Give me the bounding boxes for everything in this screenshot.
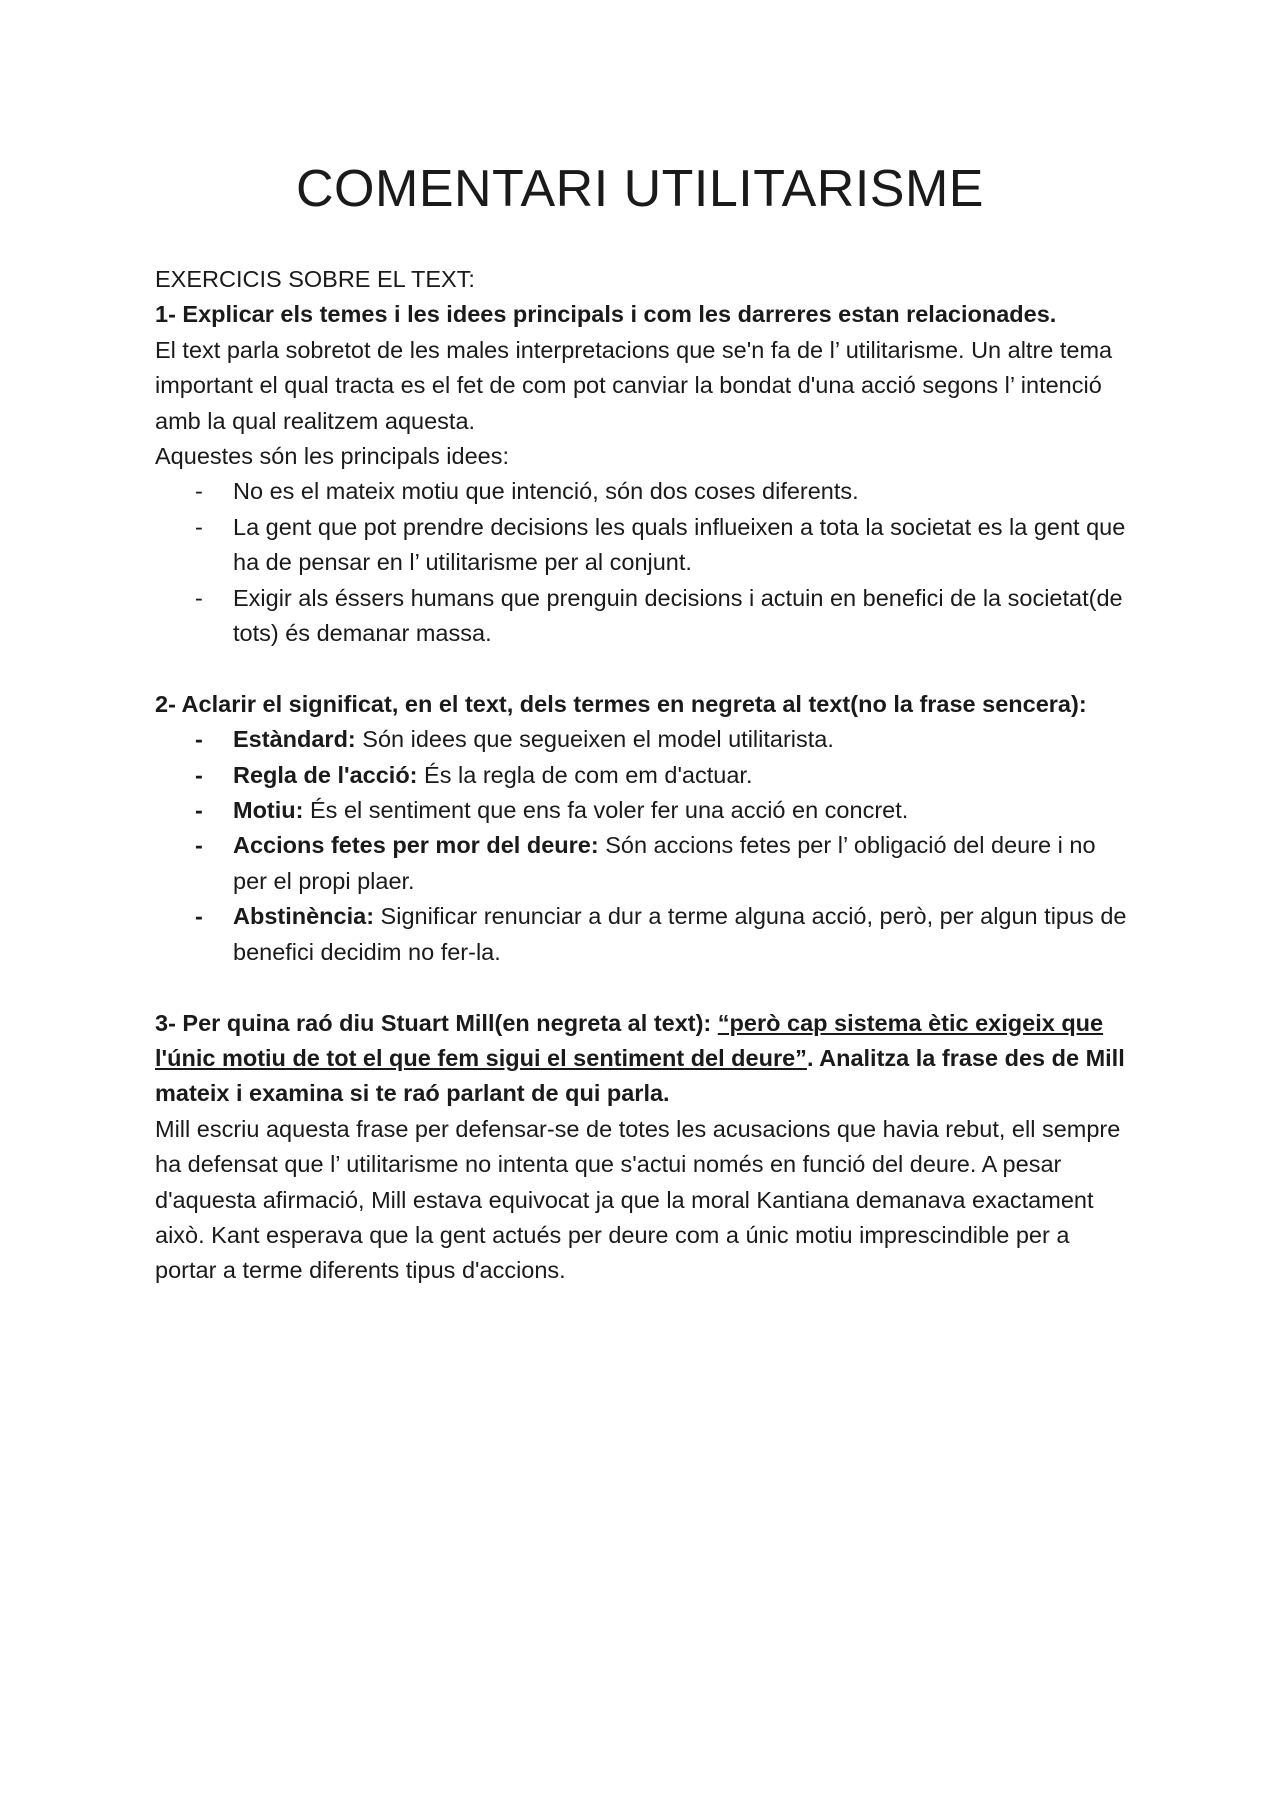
ideas-list xyxy=(155,474,1135,651)
term-definition: És la regla de com em d'actuar. xyxy=(417,761,753,788)
spacer xyxy=(155,651,1135,686)
question-3-prefix: 3- Per quina raó diu Stuart Mill(en negreta al text): xyxy=(155,1009,718,1036)
idea-text: La gent que pot prendre decisions les quals influeixen a tota la societat es la gent que ha de pensar en l’ utilitarisme per al conjunt. xyxy=(233,513,1126,576)
list-item xyxy=(155,581,1135,652)
list-item xyxy=(155,722,1135,757)
bullet-dash: - xyxy=(195,513,203,540)
terms-list xyxy=(155,722,1135,970)
mill-quote: “però cap sistema ètic exigeix que l'únic motiu de tot el que fem sigui el sentiment del deure” xyxy=(155,1009,1104,1071)
term-label: Regla de l'acció: xyxy=(233,761,418,788)
question-3 xyxy=(155,1006,1135,1112)
bullet-dash: - xyxy=(195,584,203,611)
section-2 xyxy=(155,687,1135,970)
question-2: 2- Aclarir el significat, en el text, dels termes en negreta al text(no la frase sencera): xyxy=(155,690,1087,717)
bullet-dash: - xyxy=(195,797,203,824)
bullet-dash: - xyxy=(195,903,203,930)
bullet-dash: - xyxy=(195,832,203,859)
ideas-intro: Aquestes són les principals idees: xyxy=(155,443,510,470)
bullet-dash: - xyxy=(195,478,203,505)
list-item xyxy=(155,758,1135,793)
list-item xyxy=(155,474,1135,509)
term-definition: És el sentiment que ens fa voler fer una acció en concret. xyxy=(303,797,909,824)
list-item xyxy=(155,828,1135,899)
list-item xyxy=(155,899,1135,970)
section-3-answer: Mill escriu aquesta frase per defensar-se de totes les acusacions que havia rebut, ell sempre ha defensat que l’ utilitarisme no intenta que s'actui només en funció del deure. A pesar d'aquesta afirmació, Mill estava equivocat ja que la moral Kantiana demanava exactament això. Kant esperava que la gent actués per deure com a únic motiu imprescindible per a portar a terme diferents tipus d'accions. xyxy=(155,1115,1121,1284)
list-item xyxy=(155,793,1135,828)
bullet-dash: - xyxy=(195,761,203,788)
idea-text: Exigir als éssers humans que prenguin decisions i actuin en benefici de la societat(de tots) és demanar massa. xyxy=(233,584,1123,647)
section-1 xyxy=(155,297,1135,651)
bullet-dash: - xyxy=(195,726,203,753)
term-label: Abstinència: xyxy=(233,903,375,930)
term-label: Motiu: xyxy=(233,797,304,824)
term-definition: Significar renunciar a dur a terme alguna acció, però, per algun tipus de benefici decidim no fer-la. xyxy=(233,903,1127,965)
document-title: COMENTARI UTILITARISME xyxy=(296,160,984,218)
term-label: Accions fetes per mor del deure: xyxy=(233,832,599,859)
list-item xyxy=(155,510,1135,581)
idea-text: No es el mateix motiu que intenció, són dos coses diferents. xyxy=(233,478,859,505)
section-1-paragraph: El text parla sobretot de les males interpretacions que se'n fa de l’ utilitarisme. Un altre tema important el qual tracta es el fet de com pot canviar la bondat d'una acció segons l’ intenció amb la qual realitzem aquesta. xyxy=(155,336,1113,434)
spacer xyxy=(155,970,1135,1005)
term-definition: Són idees que segueixen el model utilitarista. xyxy=(355,726,834,753)
question-3-suffix: . Analitza la frase des de Mill mateix i examina si te raó parlant de qui parla. xyxy=(155,1044,1125,1107)
section-3 xyxy=(155,1006,1135,1289)
term-definition: Són accions fetes per l’ obligació del deure i no per el propi plaer. xyxy=(233,832,1096,894)
document-body xyxy=(155,262,1135,1289)
question-1: 1- Explicar els temes i les idees principals i com les darreres estan relacionades. xyxy=(155,301,1057,328)
term-label: Estàndard: xyxy=(233,726,356,753)
document-subtitle: EXERCICIS SOBRE EL TEXT: xyxy=(155,266,475,292)
